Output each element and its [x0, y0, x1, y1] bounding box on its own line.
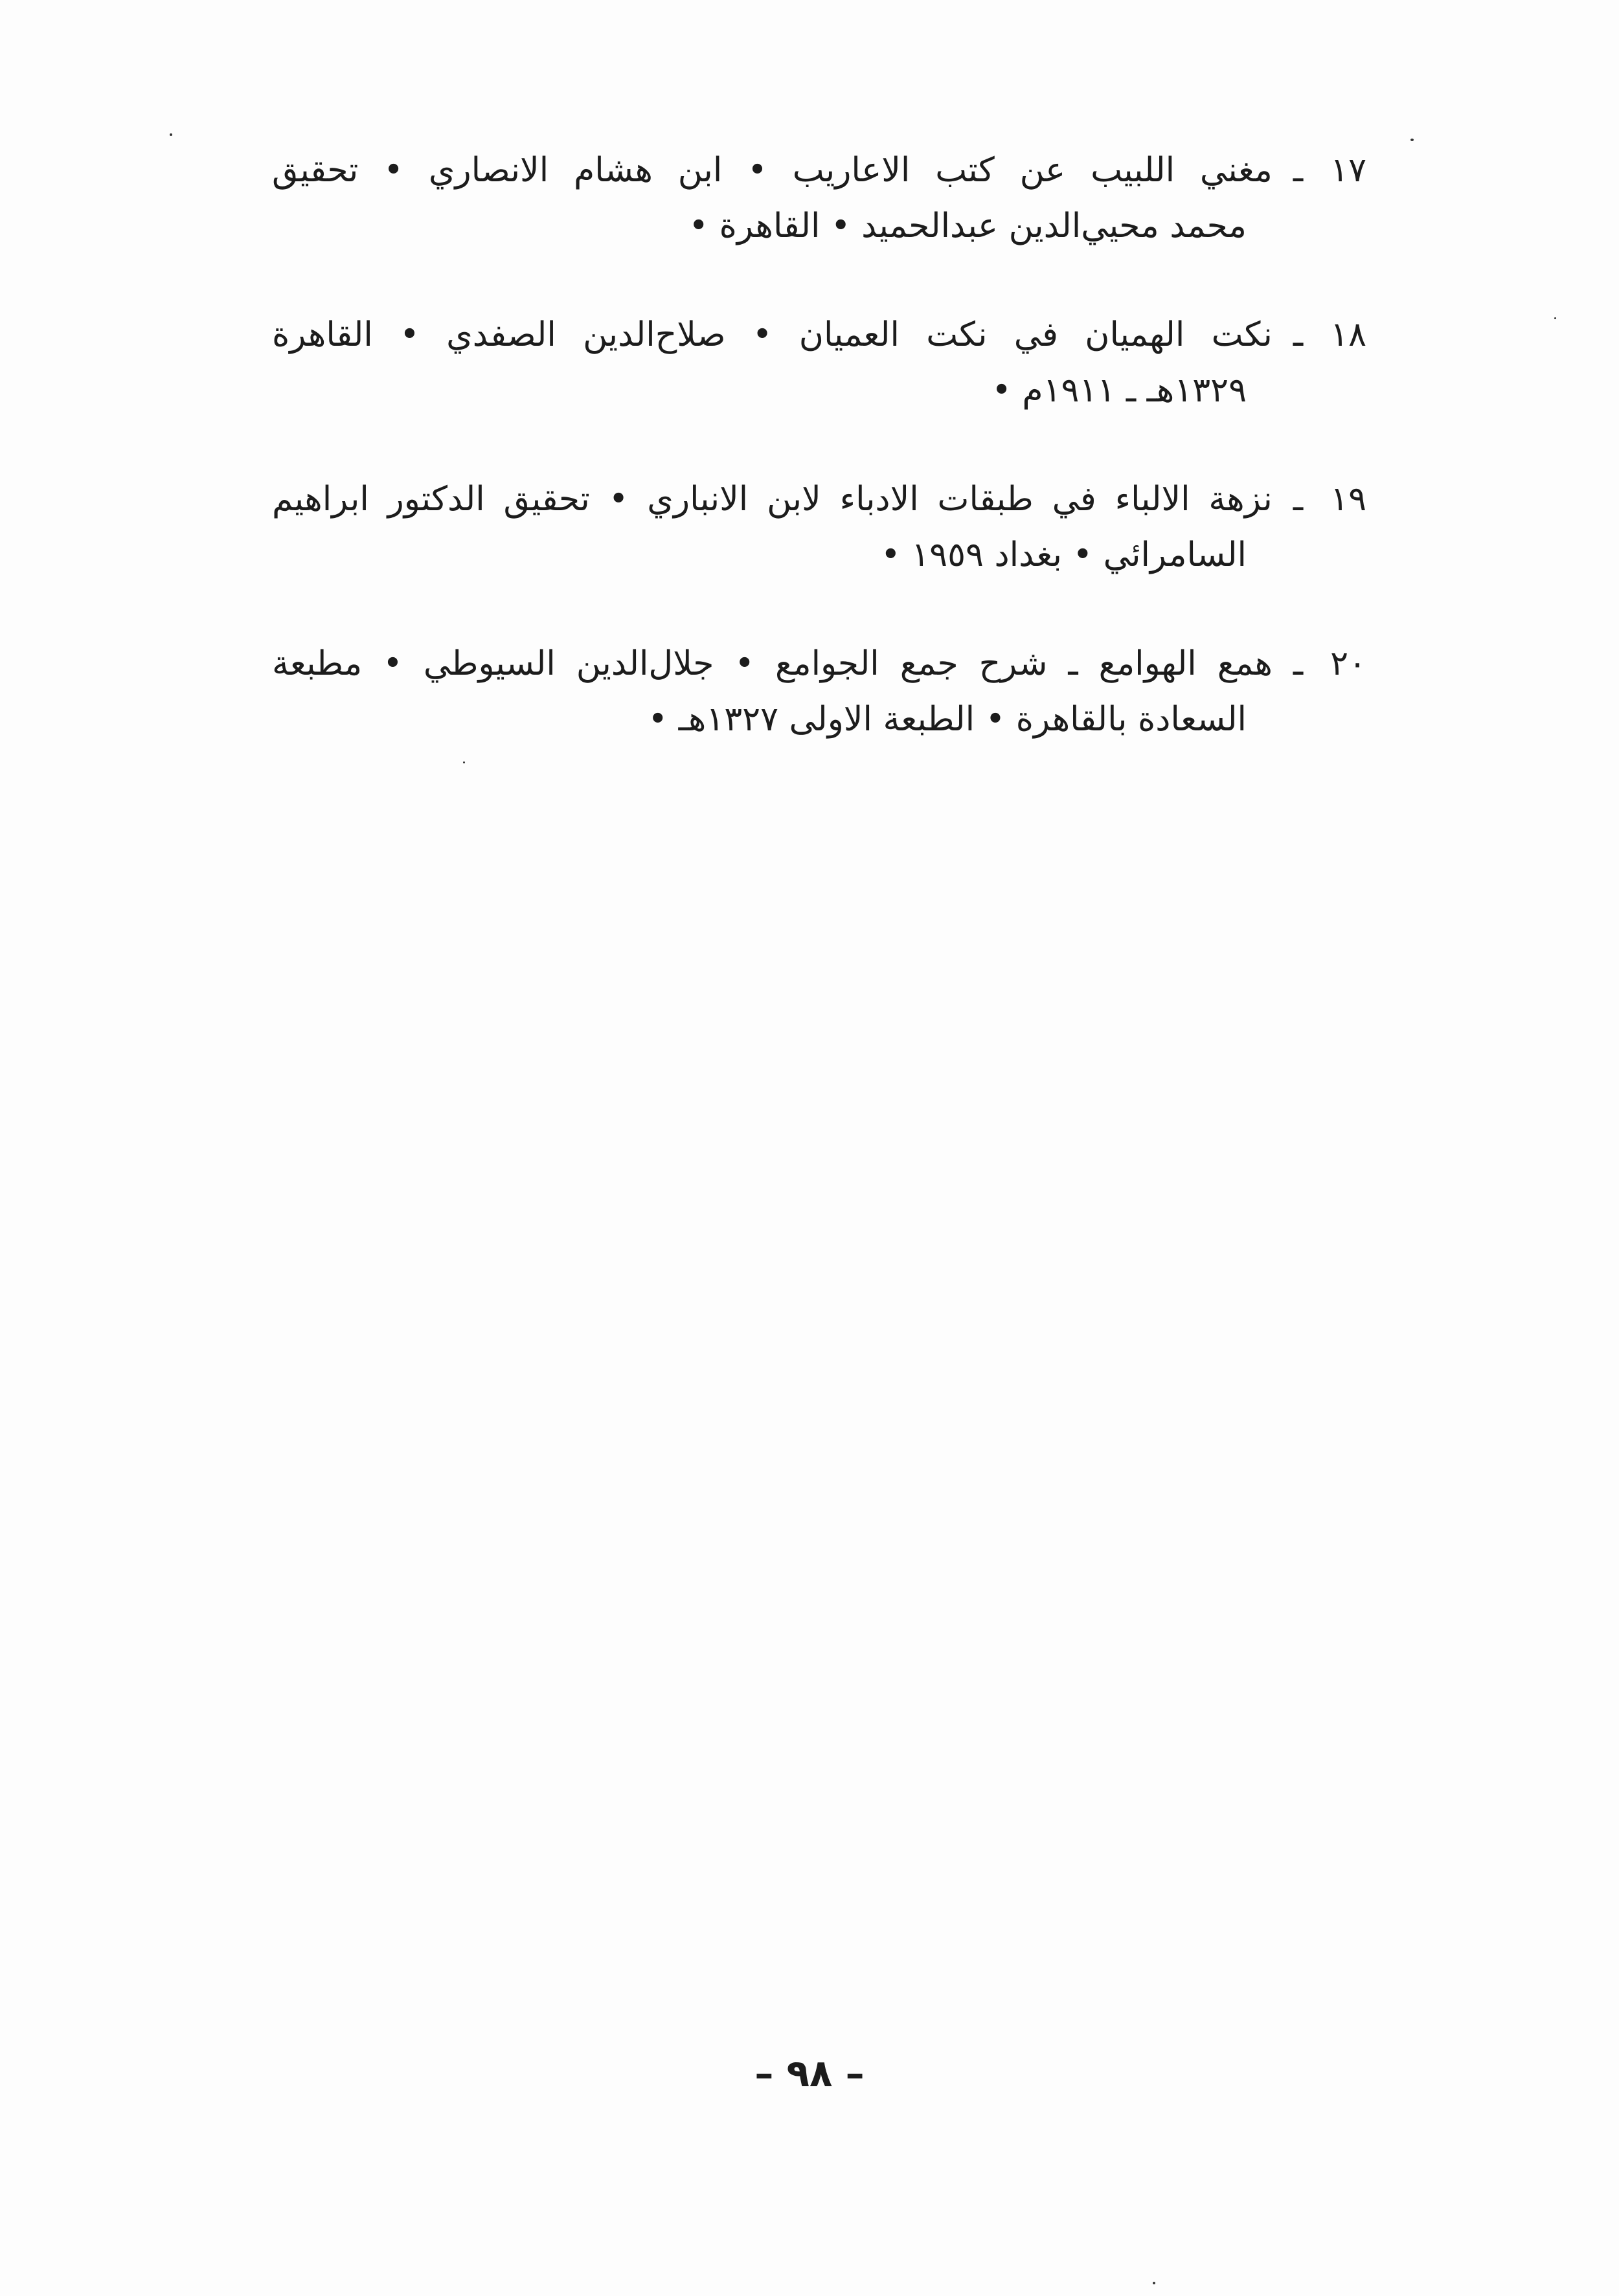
reference-text: مغني اللبيب عن كتب الاعاريب • ابن هشام الانصاري • تحقيق	[272, 151, 1273, 190]
scan-speck	[1153, 2282, 1155, 2284]
reference-first-line	[272, 636, 1366, 692]
reference-first-line	[272, 307, 1366, 363]
reference-dash: ـ	[1293, 480, 1304, 519]
reference-number: ١٨	[1330, 315, 1366, 354]
reference-text: همع الهوامع ـ شرح جمع الجوامع • جلال‌الدين السيوطي • مطبعة	[272, 644, 1273, 683]
scan-speck	[1554, 317, 1556, 319]
scan-speck	[1410, 139, 1414, 141]
reference-item	[272, 636, 1366, 747]
reference-dash: ـ	[1293, 151, 1304, 190]
reference-item	[272, 307, 1366, 418]
reference-list	[272, 142, 1366, 800]
scan-speck	[170, 133, 172, 136]
reference-item	[272, 471, 1366, 583]
scan-speck	[463, 761, 465, 763]
reference-dash: ـ	[1293, 315, 1304, 354]
page-number: – ٩٨ –	[754, 2051, 865, 2095]
reference-continuation: محمد محيي‌الدين عبدالحميد • القاهرة •	[688, 207, 1247, 245]
reference-item	[272, 142, 1366, 254]
reference-continuation: السامرائي • بغداد ١٩٥٩ •	[881, 535, 1247, 574]
reference-number: ١٩	[1330, 480, 1366, 519]
reference-text: نزهة الالباء في طبقات الادباء لابن الانباري • تحقيق الدكتور ابراهيم	[272, 480, 1273, 519]
reference-continuation: ١٣٢٩هـ ـ ١٩١١م •	[991, 371, 1247, 410]
reference-continuation: السعادة بالقاهرة • الطبعة الاولى ١٣٢٧هـ •	[648, 700, 1247, 739]
reference-dash: ـ	[1293, 644, 1304, 683]
reference-first-line	[272, 142, 1366, 198]
reference-number: ١٧	[1330, 151, 1366, 190]
reference-first-line	[272, 471, 1366, 527]
reference-number: ٢٠	[1330, 644, 1366, 683]
reference-text: نكت الهميان في نكت العميان • صلاح‌الدين الصفدي • القاهرة	[272, 315, 1273, 354]
